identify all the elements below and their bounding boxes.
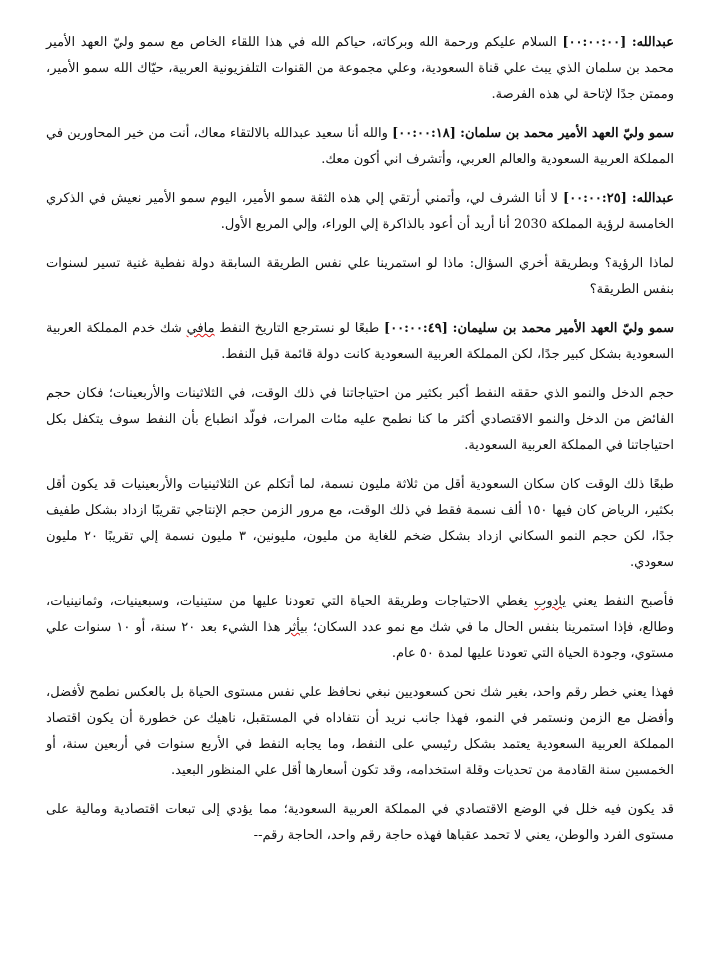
transcript-paragraph — [46, 251, 674, 303]
spellcheck-flagged-word[interactable]: بيأثر — [285, 620, 308, 635]
timestamp: [٠٠:٠٠:٤٩] — [384, 321, 448, 336]
transcript-paragraph — [46, 121, 674, 173]
transcript-paragraph — [46, 186, 674, 238]
speaker-name: سمو وليّ العهد الأمير محمد بن سلمان: — [460, 126, 674, 141]
paragraph-text: فهذا يعني خطر رقم واحد، بغير شك نحن كسعوديين نبغي نحافظ علي نفس مستوى الحياة بل بالعكس نطمح لأفضل، وأفضل مع الزمن ونستمر في النمو، فهذا جانب نريد أن نتفاداه في المستقبل، ناهيك عن خطورة أن يكون اقتصاد المملكة العربية السعودية يعتمد بشكل رئيسي على النفط، وما يجابه النفط في الأربع سنوات في أربعين سنة، أو الخمسين سنة القادمة من تحديات وقلة استخدامه، وقد تكون أسعارها أقل علي المنظور البعيد. — [46, 685, 674, 778]
timestamp: [٠٠:٠٠:٠٠] — [562, 35, 627, 50]
timestamp: [٠٠:٠٠:٢٥] — [563, 191, 627, 206]
transcript-paragraph — [46, 316, 674, 368]
paragraph-text: هذا الشيء بعد ٢٠ سنة، أو ١٠ سنوات علي مستوي، وجودة الحياة التي تعودنا عليها لمدة ٥٠ عام. — [46, 620, 674, 661]
speaker-name: سمو وليّ العهد الأمير محمد بن سليمان: — [452, 321, 674, 336]
transcript-paragraph — [46, 30, 674, 108]
speaker-name: عبدالله: — [631, 35, 674, 50]
paragraph-text: لماذا الرؤية؟ وبطريقة أخري السؤال: ماذا لو استمرينا علي نفس الطريقة السابقة دولة نفطية غنية تسير لسنوات بنفس الطريقة؟ — [46, 256, 674, 297]
spellcheck-flagged-word[interactable]: يادوب — [534, 594, 566, 609]
paragraph-text: فأصبح النفط يعني — [565, 594, 674, 609]
paragraph-text: طبعًا لو نسترجع التاريخ النفط — [214, 321, 380, 336]
spellcheck-flagged-word[interactable]: مافي — [186, 321, 215, 336]
paragraph-text: السلام عليكم ورحمة الله وبركاته، حياكم الله في هذا اللقاء الخاص مع سمو وليّ العهد الأمير محمد بن سلمان الذي يبث علي قناة السعودية، وعلي مجموعة من القنوات التلفزيونية العربية، حيّاك الله سمو الأمير، وممتن جدًا لإتاحة لي هذه الفرصة. — [46, 35, 674, 102]
paragraph-text: شك خدم المملكة العربية السعودية بشكل كبير جدًا، لكن المملكة العربية السعودية كانت دولة قائمة قبل النفط. — [46, 321, 674, 362]
speaker-name: عبدالله: — [631, 191, 674, 206]
transcript-paragraph — [46, 381, 674, 459]
paragraph-text: يغطي الاحتياجات وطريقة الحياة التي تعودنا عليها من ستينيات، وسبعينيات، وثمانينيات، وطالع، فإذا استمرينا بنفس الحال ما في شك مع نمو عدد السكان؛ — [46, 594, 674, 635]
transcript-paragraph — [46, 589, 674, 667]
transcript-paragraph — [46, 797, 674, 849]
paragraph-text: لا أنا الشرف لي، وأتمني أرتقي إلي هذه الثقة سمو الأمير، اليوم سمو الأمير نعيش في الذكري الخامسة لرؤية المملكة 2030 أنا أريد أن أعود بالذاكرة إلي الوراء، وإلي المربع الأول. — [46, 191, 674, 232]
transcript-paragraph — [46, 680, 674, 784]
timestamp: [٠٠:٠٠:١٨] — [392, 126, 456, 141]
paragraph-text: طبعًا ذلك الوقت كان سكان السعودية أقل من ثلاثة مليون نسمة، لما أتكلم عن الثلاثينيات والأربعينيات قد يكون أقل بكثير، الرياض كان فيها ١٥٠ ألف نسمة فقط في ذلك الوقت، مع مرور الزمن حجم الإنتاجي تقريبًا ازداد بشكل طفيف جدًا، لكن حجم النمو السكاني ازداد بشكل ضخم للغاية من مليون، مليونين، ٣ مليون نسمة إلي تقريبًا ٢٠ مليون سعودي. — [46, 477, 674, 570]
paragraph-text: قد يكون فيه خلل في الوضع الاقتصادي في المملكة العربية السعودية؛ مما يؤدي إلى تبعات اقتصادية ومالية على مستوى الفرد والوطن، يعني لا تحمد عقباها فهذه حاجة رقم واحد، الحاجة رقم-- — [46, 802, 674, 843]
transcript-paragraph — [46, 472, 674, 576]
paragraph-text: حجم الدخل والنمو الذي حققه النفط أكبر بكثير من احتياجاتنا في ذلك الوقت، في الثلاثينات والأربعينات؛ فكان حجم الفائض من الدخل والنمو الاقتصادي أكثر ما كنا نطمح عليه مئات المرات، فولّد انطباع بأن النفط سوف يتكفل بكل احتياجاتنا في المملكة العربية السعودية. — [46, 386, 674, 453]
paragraph-text: والله أنا سعيد عبدالله بالالتقاء معاك، أنت من خير المحاورين في المملكة العربية السعودية والعالم العربي، وأتشرف اني أكون معك. — [46, 126, 674, 167]
